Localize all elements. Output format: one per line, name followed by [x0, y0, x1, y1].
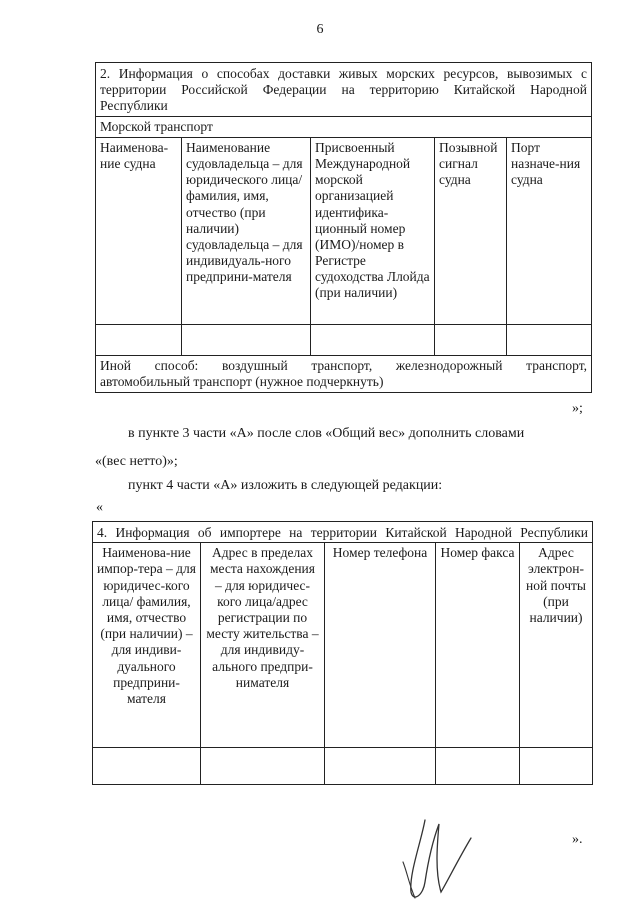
table1-section-label: Морской транспорт	[96, 116, 592, 137]
table2-header-email: Адрес электрон-ной почты (при наличии)	[520, 543, 593, 748]
table1-other-method-line1: Иной способ: воздушный транспорт, железнодорожный транспорт,	[100, 357, 588, 373]
table2-empty-row	[93, 748, 593, 785]
table1-other-method	[96, 355, 592, 392]
table2-empty-cell	[520, 748, 593, 785]
table1-other-method-line2: автомобильный транспорт (нужное подчеркнуть)	[100, 373, 384, 389]
amendment-paragraph-2: пункт 4 части «А» изложить в следующей редакции:	[128, 478, 443, 493]
table2-header-fax: Номер факса	[436, 543, 520, 748]
closing-quote-2: ».	[572, 832, 583, 847]
table2-header-phone: Номер телефона	[325, 543, 436, 748]
table2-empty-cell	[201, 748, 325, 785]
table2-title	[93, 522, 593, 543]
table1-header-imo-number: Присвоенный Международной морской организацией идентифика-ционный номер (ИМО)/номер в Регистре судоходства Ллойда (при наличии)	[311, 137, 435, 324]
table2-title-text: 4. Информация об импортере на территории Китайской Народной Республики	[97, 525, 588, 540]
table2-empty-cell	[436, 748, 520, 785]
table1-empty-row	[96, 324, 592, 355]
table2-header-address: Адрес в пределах места нахождения – для юридичес-кого лица/адрес регистрации по месту жительства – для индивиду-ального предпри-нимателя	[201, 543, 325, 748]
table2-empty-cell	[325, 748, 436, 785]
table1-empty-cell	[507, 324, 592, 355]
table1-header-vessel-name: Наименова-ние судна	[96, 137, 182, 324]
table1-empty-cell	[435, 324, 507, 355]
closing-quote-1: »;	[572, 401, 583, 416]
handwritten-signature	[395, 812, 475, 902]
table2-header-importer-name: Наименова-ние импор-тера – для юридичес-кого лица/ фамилия, имя, отчество (при наличии) – для индиви-дуального предприни-мателя	[93, 543, 201, 748]
opening-quote: «	[96, 500, 103, 515]
table1-header-destination-port: Порт назначе-ния судна	[507, 137, 592, 324]
shipping-methods-table	[95, 62, 592, 393]
table1-empty-cell	[311, 324, 435, 355]
table1-title: 2. Информация о способах доставки живых морских ресурсов, вывозимых с территории Российской Федерации на территорию Китайской Народной Республики	[96, 63, 592, 117]
amendment-paragraph-1-continuation: «(вес нетто)»;	[95, 454, 178, 469]
importer-info-table	[92, 521, 593, 785]
table1-header-call-sign: Позывной сигнал судна	[435, 137, 507, 324]
amendment-paragraph-1: в пункте 3 части «А» после слов «Общий вес» дополнить словами	[128, 426, 525, 441]
table1-header-shipowner: Наименование судовладельца – для юридического лица/фамилия, имя, отчество (при наличии) судовладельца – для индивидуаль-ного предприни-мателя	[182, 137, 311, 324]
table1-empty-cell	[96, 324, 182, 355]
page-number: 6	[316, 22, 324, 37]
table1-empty-cell	[182, 324, 311, 355]
table2-empty-cell	[93, 748, 201, 785]
